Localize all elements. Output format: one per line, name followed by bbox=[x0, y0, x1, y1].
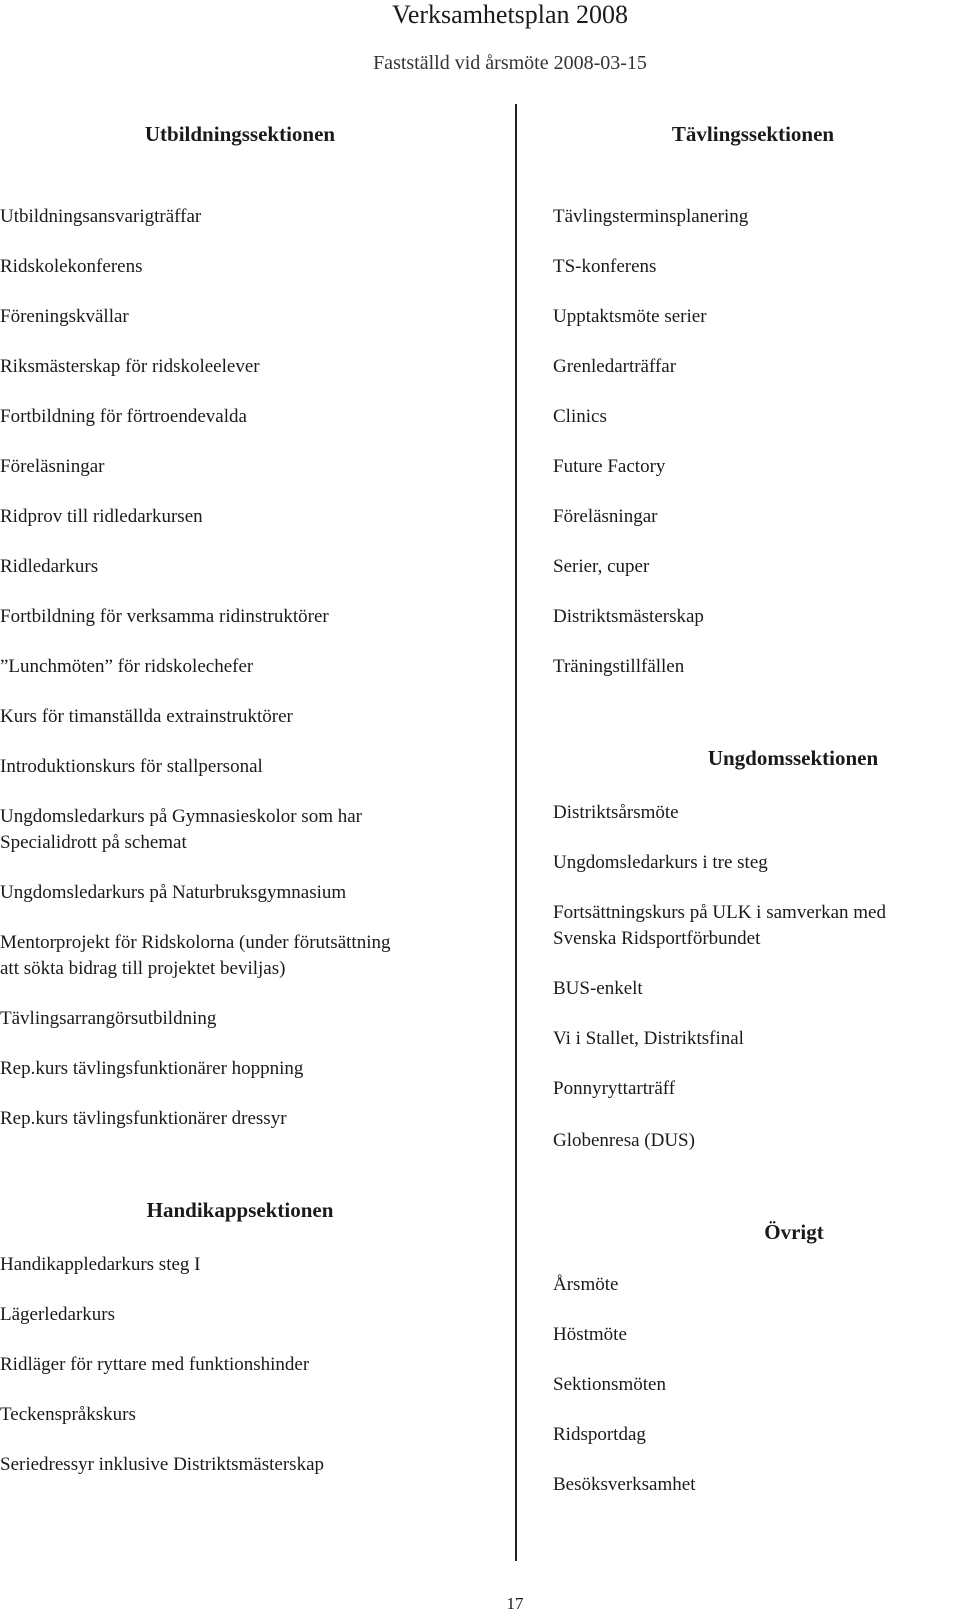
handikapp-heading: Handikappsektionen bbox=[146, 1198, 334, 1222]
utbildning-heading: Utbildningssektionen bbox=[144, 122, 336, 146]
list-item: Ungdomsledarkurs på Naturbruksgymnasium bbox=[0, 882, 347, 903]
list-item: Kurs för timanställda extrainstruktörer bbox=[0, 706, 293, 727]
list-item: Mentorprojekt för Ridskolorna (under förutsättning bbox=[0, 932, 391, 953]
list-item: Upptaktsmöte serier bbox=[553, 306, 707, 327]
list-item: Introduktionskurs för stallpersonal bbox=[0, 756, 263, 777]
list-item: Ungdomsledarkurs på Gymnasieskolor som har bbox=[0, 806, 362, 827]
list-item: ”Lunchmöten” för ridskolechefer bbox=[0, 656, 254, 677]
list-item: Föreläsningar bbox=[553, 506, 658, 527]
list-item: BUS-enkelt bbox=[553, 978, 643, 999]
tavling-heading: Tävlingssektionen bbox=[671, 122, 835, 146]
list-item: Föreningskvällar bbox=[0, 306, 129, 327]
list-item: Träningstillfällen bbox=[553, 656, 685, 677]
list-item: Distriktsårsmöte bbox=[553, 802, 679, 823]
list-item: Future Factory bbox=[553, 456, 666, 477]
list-item: Ungdomsledarkurs i tre steg bbox=[553, 852, 768, 873]
list-item: Ponnyryttarträff bbox=[553, 1078, 676, 1099]
list-item: Teckenspråkskurs bbox=[0, 1404, 136, 1425]
list-item: att sökta bidrag till projektet beviljas) bbox=[0, 958, 286, 979]
document-title: Verksamhetsplan 2008 bbox=[391, 0, 629, 29]
list-item: Serier, cuper bbox=[553, 556, 650, 577]
list-item: Seriedressyr inklusive Distriktsmästerskap bbox=[0, 1454, 325, 1475]
list-item: Rep.kurs tävlingsfunktionärer hoppning bbox=[0, 1058, 304, 1079]
list-item: Besöksverksamhet bbox=[553, 1474, 696, 1495]
list-item: TS-konferens bbox=[553, 256, 657, 277]
list-item: Svenska Ridsportförbundet bbox=[553, 928, 761, 949]
list-item: Clinics bbox=[553, 406, 607, 427]
list-item: Tävlingsterminsplanering bbox=[553, 206, 749, 227]
list-item: Riksmästerskap för ridskoleelever bbox=[0, 356, 260, 377]
page-number: 17 bbox=[506, 1594, 524, 1613]
list-item: Rep.kurs tävlingsfunktionärer dressyr bbox=[0, 1108, 287, 1129]
document-subtitle: Fastställd vid årsmöte 2008-03-15 bbox=[373, 52, 647, 74]
ungdom-heading: Ungdomssektionen bbox=[707, 746, 879, 770]
column-divider bbox=[515, 104, 517, 1561]
ovrigt-heading: Övrigt bbox=[764, 1220, 824, 1244]
list-item: Tävlingsarrangörsutbildning bbox=[0, 1008, 217, 1029]
list-item: Ridprov till ridledarkursen bbox=[0, 506, 203, 527]
list-item: Specialidrott på schemat bbox=[0, 832, 187, 853]
list-item: Ridläger för ryttare med funktionshinder bbox=[0, 1354, 310, 1375]
list-item: Sektionsmöten bbox=[553, 1374, 666, 1395]
list-item: Globenresa (DUS) bbox=[553, 1130, 695, 1151]
list-item: Fortbildning för förtroendevalda bbox=[0, 406, 247, 427]
list-item: Vi i Stallet, Distriktsfinal bbox=[553, 1028, 744, 1049]
list-item: Ridsportdag bbox=[553, 1424, 646, 1445]
list-item: Handikappledarkurs steg I bbox=[0, 1254, 201, 1275]
list-item: Ridledarkurs bbox=[0, 556, 99, 577]
list-item: Grenledarträffar bbox=[553, 356, 677, 377]
list-item: Fortbildning för verksamma ridinstruktörer bbox=[0, 606, 329, 627]
list-item: Utbildningsansvarigträffar bbox=[0, 206, 202, 227]
list-item: Föreläsningar bbox=[0, 456, 105, 477]
list-item: Ridskolekonferens bbox=[0, 256, 143, 277]
list-item: Distriktsmästerskap bbox=[553, 606, 704, 627]
list-item: Lägerledarkurs bbox=[0, 1304, 115, 1325]
list-item: Årsmöte bbox=[553, 1274, 619, 1295]
list-item: Höstmöte bbox=[553, 1324, 627, 1345]
list-item: Fortsättningskurs på ULK i samverkan med bbox=[553, 902, 886, 923]
